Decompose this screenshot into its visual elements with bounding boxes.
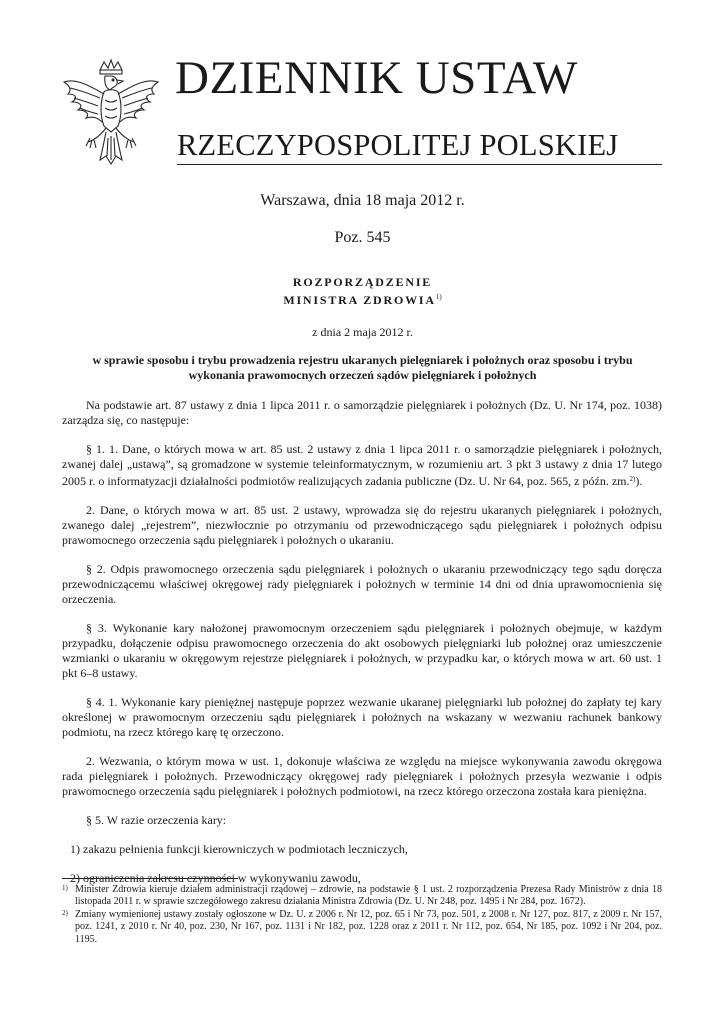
position-number: Poz. 545: [334, 229, 391, 246]
paragraph-1-1-text: § 1. 1. Dane, o których mowa w art. 85 ust. 2 ustawy z dnia 1 lipca 2011 r. o samorządzie pielęgniarek i położnych, zwanej dalej „ustawą”, są gromadzone w systemie teleinformatycznym, w rozumieniu art. 3 pkt 3 ustawy z dnia 17 lutego 2005 r. o informatyzacji działalności podmiotów realizujących zadania publiczne (Dz. U. Nr 64, poz. 565, z późn. zm.: [62, 442, 662, 488]
journal-subtitle: RZECZYPOSPOLITEJ POLSKIEJ: [177, 128, 619, 162]
paragraph-3: § 3. Wykonanie kary nałożonej prawomocnym orzeczeniem sądu pielęgniarek i położnych obejmuje, w każdym przypadku, dołączenie odpisu prawomocnego orzeczenia do akt osobowych pielęgniarki lub położnej oraz umieszczenie wzmianki o ukaraniu w okręgowym rejestrze pielęgniarek i położnych, w przypadku kar, o których mowa w art. 60 ust. 1 pkt 6–8 ustawy.: [62, 621, 662, 680]
paragraph-5-intro: § 5. W razie orzeczenia kary:: [86, 813, 227, 827]
polish-eagle-icon: [60, 56, 162, 168]
footnote: [62, 884, 662, 909]
paragraph-2: § 2. Odpis prawomocnego orzeczenia sądu pielęgniarek i położnych o ukaraniu przewodniczący tego sądu doręcza przewodniczącemu właściwej okręgowej rady pielęgniarek i położnych w terminie 14 dni od dnia uprawomocnienia się orzeczenia.: [62, 562, 662, 606]
paragraph-1-2: 2. Dane, o których mowa w art. 85 ust. 2 ustawy, wprowadza się do rejestru ukaranych pielęgniarek i położnych, zwanego dalej „rejestrem”, niezwłocznie po otrzymaniu od przewodniczącego sądu pielęgniarek i położnych odpisu prawomocnego orzeczenia sądu pielęgniarek i położnych o ukaraniu.: [62, 503, 662, 547]
footnotes: [62, 884, 662, 946]
paragraph-1-1-end: ).: [635, 474, 643, 488]
journal-title: DZIENNIK USTAW: [175, 52, 578, 104]
footnote-ref-1: 1): [435, 293, 442, 301]
dateline: Warszawa, dnia 18 maja 2012 r.: [260, 192, 465, 209]
footnote-text: Zmiany wymienionej ustawy zostały ogłoszone w Dz. U. z 2006 r. Nr 12, poz. 65 i Nr 73, poz. 501, z 2008 r. Nr 127, poz. 817, z 2009 r. Nr 157, poz. 1241, z 2010 r. Nr 40, poz. 230, Nr 167, poz. 1131 i Nr 182, poz. 1228 oraz z 2011 r. Nr 112, poz. 654, Nr 185, poz. 1092 i Nr 204, poz. 1195.: [75, 908, 662, 945]
paragraph-1-1: [62, 442, 662, 489]
act-issuer-text: MINISTRA ZDROWIA: [283, 293, 436, 307]
footnote-mark: 2): [62, 908, 68, 917]
list-item: 2) ograniczenia zakresu czynności w wykonywaniu zawodu,: [70, 871, 361, 885]
masthead-rule: [177, 164, 662, 165]
footnote-text: Minister Zdrowia kieruje działem administracji rządowej – zdrowie, na podstawie § 1 ust. 2 rozporządzenia Prezesa Rady Ministrów z dnia 18 listopada 2011 r. w sprawie szczegółowego zakresu działania Ministra Zdrowia (Dz. U. Nr 248, poz. 1495 i Nr 284, poz. 1672).: [75, 884, 662, 908]
footnote: [62, 909, 662, 946]
preamble: Na podstawie art. 87 ustawy z dnia 1 lipca 2011 r. o samorządzie pielęgniarek i położnych (Dz. U. Nr 174, poz. 1038) zarządza się, co następuje:: [62, 398, 662, 427]
act-date: z dnia 2 maja 2012 r.: [312, 325, 413, 339]
act-type: ROZPORZĄDZENIE: [292, 275, 433, 289]
list-item: 1) zakazu pełnienia funkcji kierowniczych w podmiotach leczniczych,: [70, 842, 408, 856]
act-issuer: [0, 293, 725, 308]
paragraph-4-1: § 4. 1. Wykonanie kary pieniężnej następuje poprzez wezwanie ukaranej pielęgniarki lub położnej do zapłaty tej kary określonej w prawomocnym orzeczeniu sądu pielęgniarek i położnych na wskazany w wezwaniu rachunek bankowy podmiotu, na rzecz którego karę tę orzeczono.: [62, 695, 662, 739]
act-subject: w sprawie sposobu i trybu prowadzenia rejestru ukaranych pielęgniarek i położnych oraz sposobu i trybu wykonania prawomocnych orzeczeń sądów pielęgniarek i położnych: [92, 353, 633, 382]
masthead: [60, 50, 665, 170]
footnote-mark: 1): [62, 884, 68, 892]
paragraph-4-2: 2. Wezwania, o którym mowa w ust. 1, dokonuje właściwa ze względu na miejsce wykonywania zawodu okręgowa rada pielęgniarek i położnych. Przewodniczący okręgowej rady pielęgniarek i położnych przesyła wezwanie i odpis prawomocnego orzeczenia sądu pielęgniarek i położnych podmiotowi, na rzecz którego orzeczona została kara pieniężna.: [62, 754, 662, 798]
footnote-ref-2: 2): [629, 475, 636, 483]
document-body: [62, 398, 662, 886]
footnote-rule: [62, 878, 238, 879]
